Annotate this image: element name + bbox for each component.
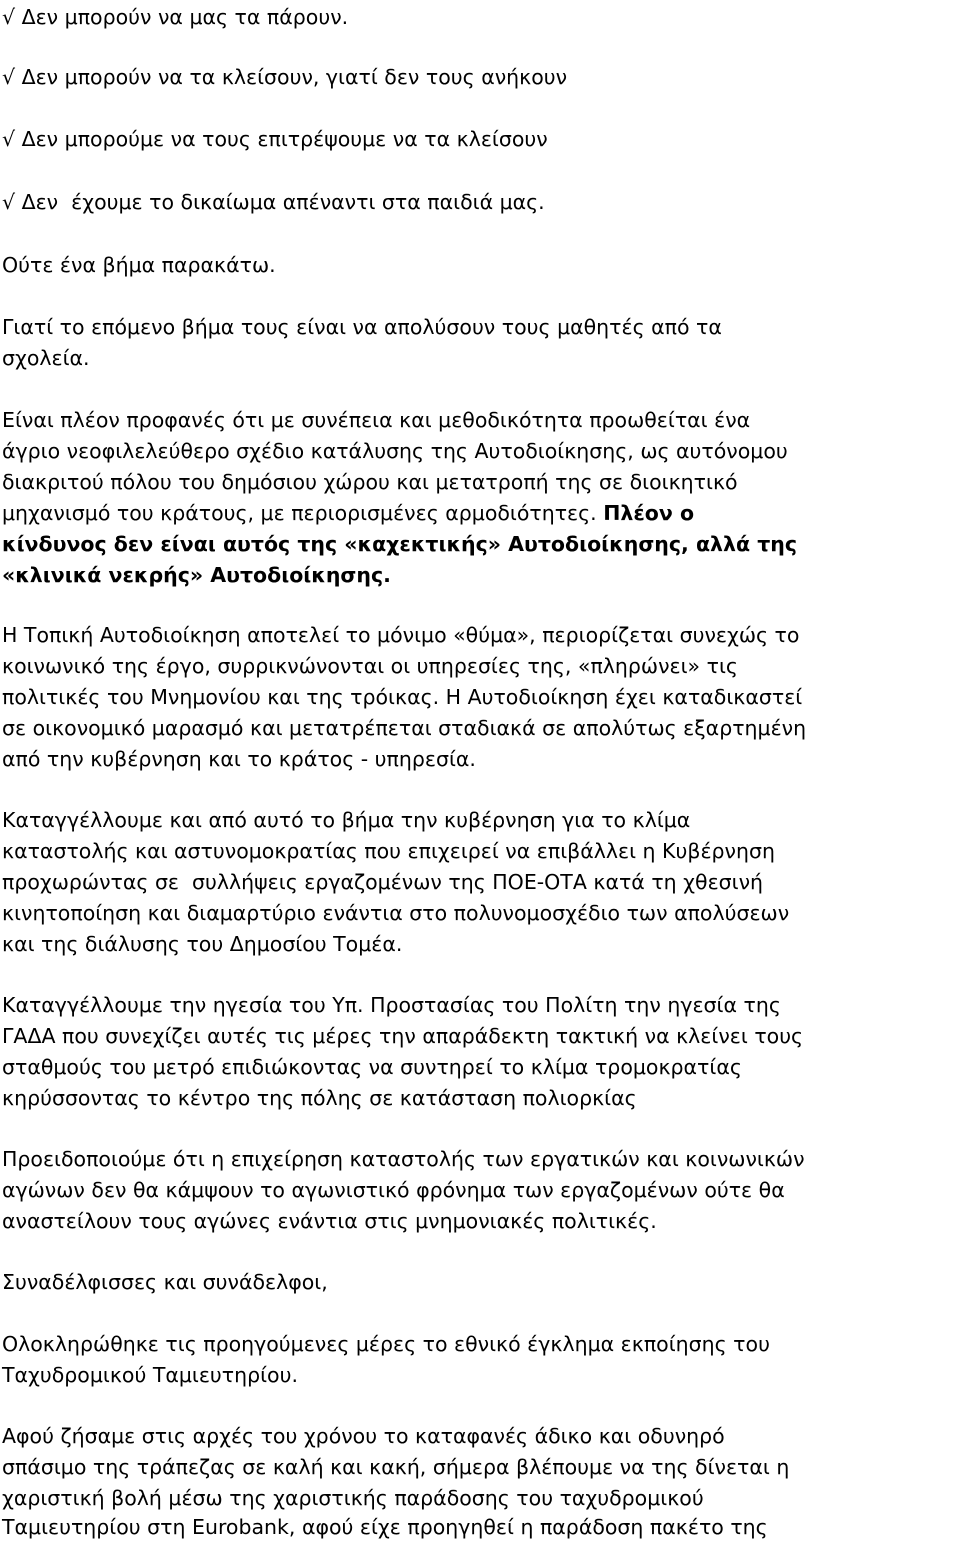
checklist-item: √ Δεν μπορούν να τα κλείσουν, γιατί δεν τους ανήκουν (2, 65, 568, 89)
checklist-item: √ Δεν έχουμε το δικαίωμα απέναντι στα παιδιά μας. (2, 190, 545, 214)
checklist-item: √ Δεν μπορούν να μας τα πάρουν. (2, 5, 349, 29)
paragraph-line: πολιτικές του Μνημονίου και της τρόικας. Η Αυτοδιοίκηση έχει καταδικαστεί (2, 685, 803, 709)
paragraph-line: ΓΑΔΑ που συνεχίζει αυτές τις μέρες την απαράδεκτη τακτική να κλείνει τους (2, 1024, 804, 1048)
emphasis-line: «κλινικά νεκρής» Αυτοδιοίκησης. (2, 563, 391, 587)
paragraph-line: Ταμιευτηρίου στη Eurobank, αφού είχε προηγηθεί η παράδοση πακέτο της (2, 1515, 768, 1539)
salutation: Συναδέλφισσες και συνάδελφοι, (2, 1270, 328, 1294)
paragraph-line: χαριστική βολή μέσω της χαριστικής παράδοσης του ταχυδρομικού (2, 1486, 704, 1510)
paragraph-line: σε οικονομικό μαρασμό και μετατρέπεται σταδιακά σε απολύτως εξαρτημένη (2, 716, 807, 740)
paragraph-line (2, 498, 694, 529)
paragraph-line: Αφού ζήσαμε στις αρχές του χρόνου το καταφανές άδικο και οδυνηρό (2, 1424, 725, 1448)
paragraph-line: κοινωνικό της έργο, συρρικνώνονται οι υπηρεσίες της, «πληρώνει» τις (2, 654, 738, 678)
paragraph-line: αγώνων δεν θα κάμψουν το αγωνιστικό φρόνημα των εργαζομένων ούτε θα (2, 1178, 785, 1202)
paragraph-line: διακριτού πόλου του δημόσιου χώρου και μετατροπή της σε διοικητικό (2, 470, 738, 494)
paragraph-line: κηρύσσοντας το κέντρο της πόλης σε κατάσταση πολιορκίας (2, 1086, 637, 1110)
paragraph-line: Είναι πλέον προφανές ότι με συνέπεια και μεθοδικότητα προωθείται ένα (2, 408, 751, 432)
paragraph-line: προχωρώντας σε συλλήψεις εργαζομένων της ΠΟΕ-ΟΤΑ κατά τη χθεσινή (2, 870, 764, 894)
paragraph-line: Καταγγέλλουμε την ηγεσία του Υπ. Προστασίας του Πολίτη την ηγεσία της (2, 993, 781, 1017)
paragraph-line: Ολοκληρώθηκε τις προηγούμενες μέρες το εθνικό έγκλημα εκποίησης του (2, 1332, 770, 1356)
paragraph-line: Καταγγέλλουμε και από αυτό το βήμα την κυβέρνηση για το κλίμα (2, 808, 691, 832)
paragraph-line: σπάσιμο της τράπεζας σε καλή και κακή, σήμερα βλέπουμε να της δίνεται η (2, 1455, 790, 1479)
checklist-item: √ Δεν μπορούμε να τους επιτρέψουμε να τα κλείσουν (2, 127, 548, 151)
paragraph-line: άγριο νεοφιλελεύθερο σχέδιο κατάλυσης της Αυτοδιοίκησης, ως αυτόνομου (2, 439, 788, 463)
emphasis-line: κίνδυνος δεν είναι αυτός της «καχεκτικής» Αυτοδιοίκησης, αλλά της (2, 532, 798, 556)
paragraph-line: από την κυβέρνηση και το κράτος - υπηρεσία. (2, 747, 476, 771)
paragraph-line: κινητοποίηση και διαμαρτύριο ενάντια στο πολυνομοσχέδιο των απολύσεων (2, 901, 790, 925)
paragraph-line: καταστολής και αστυνομοκρατίας που επιχειρεί να επιβάλλει η Κυβέρνηση (2, 839, 775, 863)
paragraph-line: Προειδοποιούμε ότι η επιχείρηση καταστολής των εργατικών και κοινωνικών (2, 1147, 805, 1171)
paragraph-line: σχολεία. (2, 346, 90, 370)
paragraph-line: σταθμούς του μετρό επιδιώκοντας να συντηρεί το κλίμα τρομοκρατίας (2, 1055, 742, 1079)
paragraph-line: αναστείλουν τους αγώνες ενάντια στις μνημονιακές πολιτικές. (2, 1209, 657, 1233)
paragraph-line: και της διάλυσης του Δημοσίου Τομέα. (2, 932, 403, 956)
paragraph-line: Η Τοπική Αυτοδιοίκηση αποτελεί το μόνιμο «θύμα», περιορίζεται συνεχώς το (2, 623, 800, 647)
paragraph-line: Ούτε ένα βήμα παρακάτω. (2, 253, 276, 277)
emphasis-text: Πλέον ο (603, 501, 695, 525)
paragraph-line: Ταχυδρομικού Ταμιευτηρίου. (2, 1363, 298, 1387)
paragraph-line: Γιατί το επόμενο βήμα τους είναι να απολύσουν τους μαθητές από τα (2, 315, 722, 339)
paragraph-text: μηχανισμό του κράτους, με περιορισμένες αρμοδιότητες. (2, 501, 604, 525)
